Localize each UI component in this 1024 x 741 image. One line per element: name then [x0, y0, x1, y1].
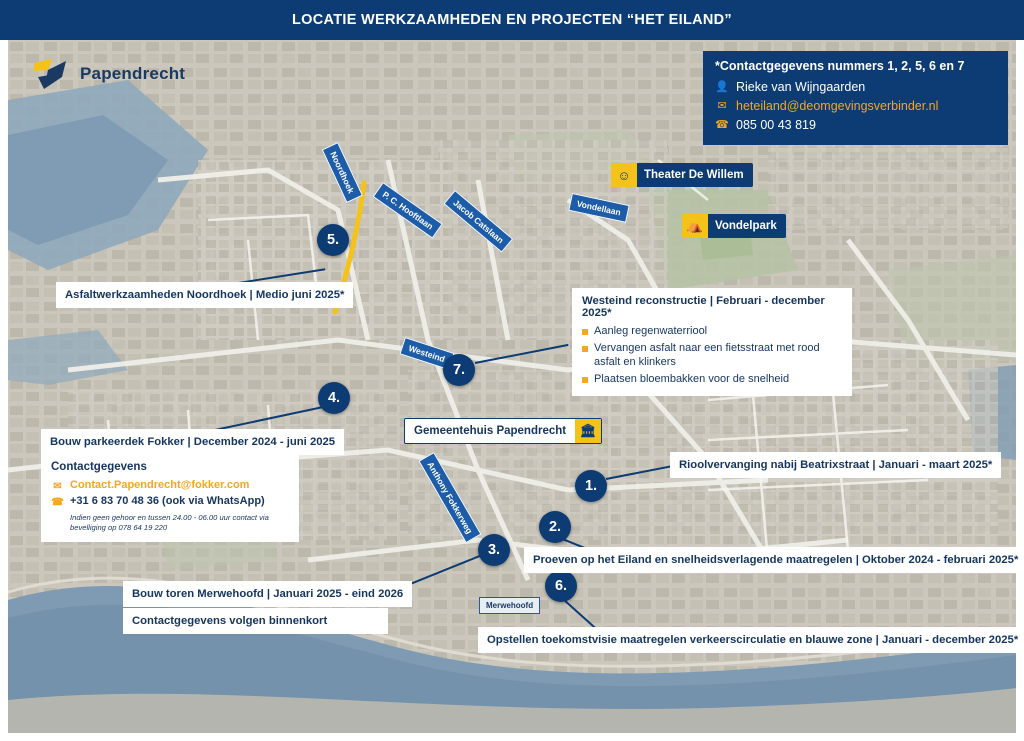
marker-6[interactable]: 6.	[545, 570, 577, 602]
street-label-noordhoek: Noordhoek	[322, 142, 363, 203]
callout-proeven: Proeven op het Eiland en snelheidsverlagende maatregelen | Oktober 2024 - februari 2025*	[524, 547, 1024, 573]
poi-vondelpark[interactable]	[682, 214, 786, 238]
person-icon: 👤	[715, 81, 729, 93]
page-header	[0, 0, 1024, 40]
contact-person-name: Rieke van Wijngaarden	[736, 80, 866, 94]
marker-1[interactable]: 1.	[575, 470, 607, 502]
papendrecht-logo	[32, 57, 185, 91]
contact-panel	[703, 51, 1008, 145]
street-label-westeind: Westeind	[399, 337, 454, 370]
envelope-icon: ✉	[717, 100, 727, 112]
fokker-contact-title: Contactgegevens	[51, 461, 147, 473]
marker-2[interactable]: 2.	[539, 511, 571, 543]
callout-fokker-parkeerdek: Bouw parkeerdek Fokker | December 2024 - juni 2025	[41, 429, 344, 455]
phone-icon: ☎	[715, 119, 729, 131]
fokker-phone[interactable]: +31 6 83 70 48 36 (ook via WhatsApp)	[70, 495, 265, 507]
marker-4[interactable]: 4.	[318, 382, 350, 414]
marker-3[interactable]: 3.	[478, 534, 510, 566]
westeind-item-list	[582, 324, 842, 386]
contact-email[interactable]: heteiland@deomgevingsverbinder.nl	[736, 99, 939, 113]
list-item: Vervangen asfalt naar een fietsstraat met rood asfalt en klinkers	[582, 341, 842, 370]
contact-panel-title: *Contactgegevens nummers 1, 2, 5, 6 en 7	[715, 59, 965, 73]
contact-email-row[interactable]	[715, 97, 996, 116]
fokker-note: Indien geen gehoor en tussen 24.00 - 06.00 uur contact via bevelliging op 078 64 19 220	[70, 513, 269, 532]
fokker-contact-panel	[41, 453, 299, 542]
street-label-anthony-fokkerweg: Anthony Fokkerweg	[418, 452, 481, 543]
poi-label: Vondelpark	[715, 220, 777, 232]
callout-merwehoofd: Bouw toren Merwehoofd | Januari 2025 - eind 2026	[123, 581, 412, 607]
townhall-icon: 🏛	[575, 419, 601, 443]
list-item: Aanleg regenwaterriool	[582, 324, 842, 339]
poi-label: Gemeentehuis Papendrecht	[414, 425, 567, 437]
callout-merwehoofd-contact: Contactgegevens volgen binnenkort	[123, 608, 388, 634]
marker-5[interactable]: 5.	[317, 224, 349, 256]
callout-toekomstvisie: Opstellen toekomstvisie maatregelen verkeerscirculatie en blauwe zone | Januari - december 2025*	[478, 627, 1024, 653]
poi-label: Theater De Willem	[644, 169, 744, 181]
envelope-icon: ✉	[53, 481, 62, 492]
poi-gemeentehuis[interactable]	[404, 418, 602, 444]
theater-masks-icon: ☺	[611, 163, 637, 187]
callout-rioolvervanging: Rioolvervanging nabij Beatrixstraat | Januari - maart 2025*	[670, 452, 1001, 478]
westeind-detail-panel	[572, 288, 852, 396]
fokker-email[interactable]: Contact.Papendrecht@fokker.com	[70, 479, 250, 491]
street-label-vondellaan: Vondellaan	[568, 193, 629, 223]
marker-7[interactable]: 7.	[443, 354, 475, 386]
contact-phone-row[interactable]	[715, 116, 996, 135]
logo-text: Papendrecht	[80, 64, 186, 83]
contact-person-row	[715, 78, 996, 97]
westeind-title: Westeind reconstructie | Februari - december 2025*	[582, 295, 825, 319]
street-label-jacob-catslaan: Jacob Catslaan	[443, 190, 513, 253]
contact-phone[interactable]: 085 00 43 819	[736, 118, 816, 132]
street-label-merwehoofd: Merwehoofd	[479, 597, 540, 614]
street-label-pc-hooftlaan: P. C. Hooftlaan	[373, 182, 443, 239]
poi-theater-de-willem[interactable]	[611, 163, 753, 187]
park-bench-icon: ⛺	[682, 214, 708, 238]
fokker-phone-row[interactable]	[51, 494, 289, 510]
list-item: Plaatsen bloembakken voor de snelheid	[582, 372, 842, 387]
page-title: LOCATIE WERKZAAMHEDEN EN PROJECTEN “HET EILAND”	[292, 12, 732, 28]
papendrecht-logo-icon	[32, 57, 72, 91]
fokker-email-row[interactable]	[51, 478, 289, 494]
phone-icon: ☎	[51, 497, 64, 508]
callout-noordhoek: Asfaltwerkzaamheden Noordhoek | Medio juni 2025*	[56, 282, 353, 308]
